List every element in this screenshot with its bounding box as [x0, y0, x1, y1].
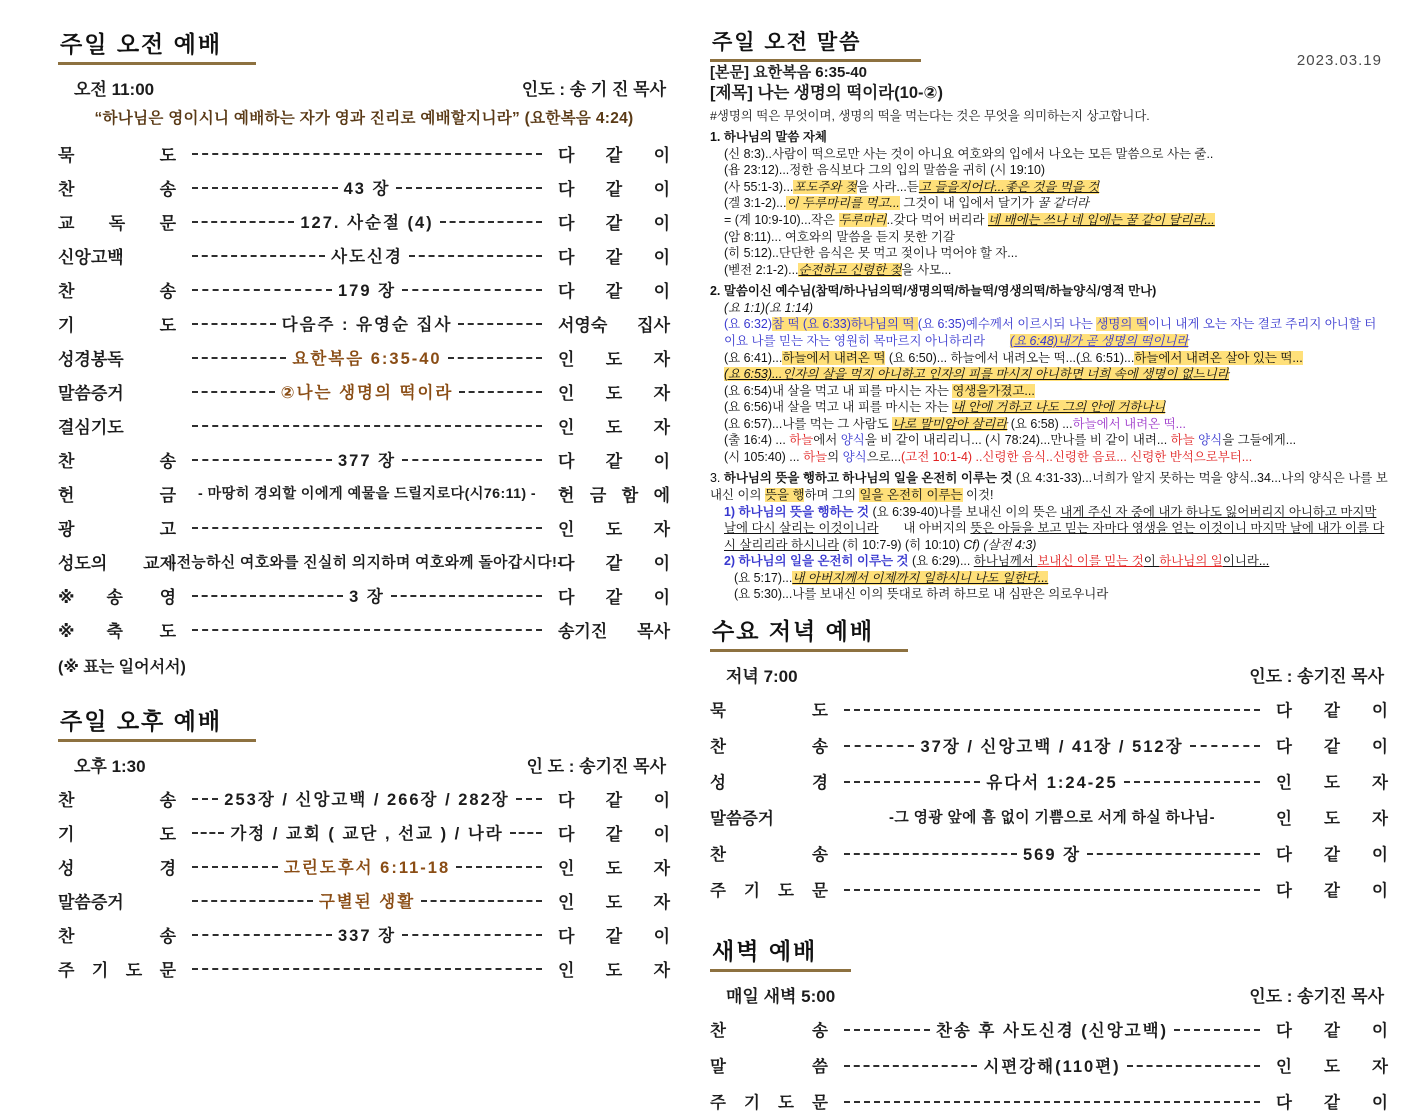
- service-performer: 인 도 자: [558, 349, 670, 369]
- sermon-line: (요 6:41)...하늘에서 내려온 떡 (요 6:50)... 하늘에서 내려오는 떡...(요 6:51)...하늘에서 내려온 살아 있는 떡...: [724, 350, 1303, 365]
- service-row: [58, 170, 670, 204]
- service-row: [58, 815, 670, 849]
- dash-leader: [844, 889, 1260, 891]
- row-middle: [838, 1100, 1266, 1102]
- dash-leader: [440, 221, 542, 223]
- service-performer: 다 같 이: [1276, 845, 1388, 864]
- sermon-line: (요 5:17)...내 아버지께서 이제까지 일하시니 나도 일한다...: [734, 570, 1049, 585]
- service-item-value: 구별된 생활: [318, 893, 416, 911]
- service-performer: 다 같 이: [558, 587, 670, 607]
- service-item-value: 요한복음 6:35-40: [292, 350, 442, 368]
- service-item-label: ※송 영: [58, 587, 176, 607]
- service-performer: 인 도 자: [558, 519, 670, 539]
- service-row: [58, 374, 670, 408]
- wednesday-service-order-list: [710, 691, 1388, 907]
- dash-leader: [192, 527, 542, 529]
- service-performer: 다 같 이: [558, 790, 670, 810]
- service-performer: 다 같 이: [558, 213, 670, 233]
- service-item-value: 253장 / 신앙고백 / 266장 / 282장: [224, 791, 510, 809]
- dash-leader: [844, 745, 914, 747]
- sermon-line: (신 8:3)..사람이 떡으로만 사는 것이 아니요 여호와의 입에서 나오는 모든 말씀으로 사는 줄..: [724, 146, 1214, 161]
- service-item-label: 주 기 도 문: [58, 960, 176, 980]
- service-item-label: 교 독 문: [58, 213, 176, 233]
- service-item-value: 179 장: [337, 282, 397, 300]
- row-middle: [186, 888, 548, 912]
- row-middle: [186, 583, 548, 607]
- sermon-line: (히 5:12)..단단한 음식은 못 먹고 젖이나 먹어야 할 자...: [724, 246, 1018, 261]
- section-title-afternoon: 주일 오후 예배: [58, 703, 256, 742]
- service-item-label: 묵 도: [710, 701, 828, 720]
- stand-footnote: (※ 표는 일어서서): [58, 659, 186, 676]
- service-item-value: - 마땅히 경외할 이에게 예물을 드릴지로다(시76:11) -: [198, 486, 536, 502]
- service-performer: 다 같 이: [558, 281, 670, 301]
- service-item-value: 찬송 후 사도신경 (신앙고백): [935, 1021, 1169, 1040]
- dash-leader: [421, 900, 542, 902]
- service-performer: 다 같 이: [558, 145, 670, 165]
- row-middle: [186, 175, 548, 199]
- service-item-label: 기 도: [58, 824, 176, 844]
- dash-leader: [844, 1065, 977, 1067]
- row-middle: [186, 424, 548, 426]
- sermon-line: (사 55:1-3)...포도주와 젖을 사라...듣고 들을지어다...좋은 것을 먹을 것: [724, 179, 1100, 194]
- service-row: [58, 408, 670, 442]
- dash-leader: [409, 255, 542, 257]
- service-leader: 인 도 : 송기진 목사: [526, 757, 666, 776]
- row-middle: [186, 345, 548, 369]
- dash-leader: [448, 357, 542, 359]
- sermon-section: [710, 26, 1388, 603]
- service-item-value: -전능하신 여호와를 진실히 의지하며 여호와께 돌아갑시다!-: [171, 554, 563, 571]
- service-row: [58, 510, 670, 544]
- service-row: [710, 1047, 1388, 1083]
- service-item-label: 찬 송: [710, 845, 828, 864]
- service-item-value: 시편강해(110편): [983, 1057, 1121, 1076]
- sermon-scripture-line: [710, 64, 1388, 83]
- service-row: [710, 727, 1388, 763]
- service-row: [58, 306, 670, 340]
- sermon-notes: [710, 129, 1388, 603]
- service-row: [710, 1083, 1388, 1119]
- row-middle: [186, 786, 548, 810]
- sermon-intro: #생명의 떡은 무엇이며, 생명의 떡을 먹는다는 것은 무엇을 의미하는지 상고합니다.: [710, 109, 1150, 124]
- left-column: [58, 26, 670, 1119]
- dash-leader: [844, 781, 980, 783]
- dash-leader: [192, 221, 294, 223]
- sermon-line: 3. 하나님의 뜻을 행하고 하나님의 일을 온전히 이루는 것 (요 4:31-33)...너희가 알지 못하는 먹을 양식..34...나의 양식은 나를 보내신 이의 뜻을 행하며 그의 일을 온전히 이루는 이것!: [710, 471, 1388, 502]
- service-item-value: 사도신경: [331, 248, 403, 266]
- section-title-morning: 주일 오전 예배: [58, 26, 256, 65]
- scripture-label: [본문]: [710, 64, 749, 81]
- service-performer: 인 도 자: [1276, 809, 1388, 828]
- service-item-label: 성 경: [58, 858, 176, 878]
- row-middle: [838, 806, 1266, 827]
- sermon-line: 1. 하나님의 말씀 자체: [710, 130, 827, 145]
- row-middle: [186, 820, 548, 844]
- service-item-label: 기 도: [58, 315, 176, 335]
- section-title-wednesday: 수요 저녁 예배: [710, 613, 908, 652]
- row-middle: [186, 526, 548, 528]
- dash-leader: [844, 709, 1260, 711]
- sermon-line: = (계 10:9-10)...작은 두루마리..갖다 먹어 버리라 네 배에는 쓰나 네 입에는 꿀 같이 달리라...: [724, 213, 1215, 227]
- sermon-line: (요 6:57)...나를 먹는 그 사람도 나로 말미암아 살리라 (요 6:58) ...하늘에서 내려온 떡...: [724, 416, 1186, 431]
- service-row: [58, 136, 670, 170]
- row-middle: [186, 243, 548, 267]
- sermon-line: (욥 23:12)...정한 음식보다 그의 입의 말씀을 귀히 (시 19:10): [724, 163, 1046, 178]
- sermon-line: (요 5:30)...나를 보내신 이의 뜻대로 하려 하므로 내 심판은 의로우니라: [734, 587, 1109, 602]
- dash-leader: [1087, 853, 1260, 855]
- service-performer: 다 같 이: [558, 824, 670, 844]
- service-item-label: 성경봉독: [58, 349, 124, 369]
- dash-leader: [192, 798, 218, 800]
- dash-leader: [192, 153, 542, 155]
- morning-service-order-list: [58, 136, 670, 646]
- service-time: 매일 새벽 5:00: [726, 986, 836, 1006]
- service-item-label: 헌 금: [58, 485, 176, 505]
- service-item-label: 주 기 도 문: [710, 881, 828, 900]
- service-row: [710, 871, 1388, 907]
- service-performer: 서영숙 집사: [558, 315, 670, 335]
- dash-leader: [844, 1101, 1260, 1103]
- sermon-line: (요 6:32)참 떡 (요 6:33)하나님의 떡 (요 6:35)예수께서 이르시되 나는 생명의 떡이니 내게 오는 자는 결코 주리지 아니할 터이요 나를 믿는 자는 영원히 목마르지 아니하리라 (요 6:48)내가 곧 생명의 떡이니라: [724, 317, 1377, 348]
- row-middle: [838, 1053, 1266, 1077]
- service-item-label: 말 씀: [710, 1057, 828, 1076]
- service-item-label: 묵 도: [58, 145, 176, 165]
- row-middle: [186, 209, 548, 233]
- dash-leader: [516, 798, 542, 800]
- service-performer: 인 도 자: [558, 417, 670, 437]
- service-item-value: 가정 / 교회 ( 교단 , 선교 ) / 나라: [230, 825, 504, 843]
- service-item-label: 말씀증거: [710, 809, 774, 828]
- service-time: 오후 1:30: [74, 757, 146, 776]
- row-middle: [186, 628, 548, 630]
- sermon-line: (요 6:54)내 살을 먹고 내 피를 마시는 자는 영생을가졌고...: [724, 383, 1035, 398]
- sermon-line: 1) 하나님의 뜻을 행하는 것 (요 6:39-40)나를 보내신 이의 뜻은 내게 주신 자 중에 내가 하나도 잃어버리지 아니하고 마지막 날에 다시 살리는 이것이니라 내 아버지의 뜻은 아들을 보고 믿는 자마다 영생을 얻는 이것이니 마지막 날에 내가 이를 다시 살리리라 하시니라 (히 10:7-9) (히 10:10) Cf) (살전 4:3): [724, 504, 1385, 552]
- row-middle: [186, 277, 548, 301]
- service-item-value: 337 장: [337, 927, 397, 945]
- dash-leader: [1190, 745, 1260, 747]
- service-row: [58, 781, 670, 815]
- service-item-value: 유다서 1:24-25: [986, 773, 1118, 792]
- service-performer: 인 도 자: [558, 960, 670, 980]
- service-row: [58, 849, 670, 883]
- dash-leader: [456, 866, 542, 868]
- row-middle: [186, 447, 548, 471]
- service-item-label: 말씀증거: [58, 383, 124, 403]
- service-performer: 다 같 이: [558, 179, 670, 199]
- service-time: 저녁 7:00: [726, 666, 798, 686]
- service-row: [58, 578, 670, 612]
- sermon-line: (시 105:40) ... 하늘의 양식으로...(고전 10:1-4) ..신령한 음식..신령한 음료... 신령한 반석으로부터...: [724, 449, 1253, 464]
- service-item-value: ②나는 생명의 떡이라: [280, 384, 454, 402]
- dash-leader: [459, 391, 542, 393]
- dash-leader: [192, 900, 313, 902]
- service-leader: 인도 : 송기진 목사: [1249, 986, 1384, 1006]
- service-performer: 인 도 자: [558, 892, 670, 912]
- dawn-service-order-list: [710, 1011, 1388, 1119]
- service-performer: 다 같 이: [558, 553, 670, 573]
- section-title-dawn: 새벽 예배: [710, 933, 851, 972]
- service-performer: 다 같 이: [1276, 1021, 1388, 1040]
- service-item-label: 찬 송: [710, 1021, 828, 1040]
- service-performer: 다 같 이: [1276, 881, 1388, 900]
- service-performer: 인 도 자: [1276, 773, 1388, 792]
- row-middle: [838, 733, 1266, 757]
- morning-service-head: [58, 73, 670, 102]
- dawn-service-head: [710, 980, 1388, 1009]
- service-item-label: 광 고: [58, 519, 176, 539]
- service-item-label: 주 기 도 문: [710, 1093, 828, 1112]
- wednesday-service-head: [710, 660, 1388, 689]
- dash-leader: [192, 187, 338, 189]
- service-performer: 다 같 이: [1276, 1093, 1388, 1112]
- scripture-reference: 요한복음 6:35-40: [753, 64, 867, 81]
- service-row: [710, 691, 1388, 727]
- service-item-value: 377 장: [337, 452, 397, 470]
- sermon-line: (요 6:53)...인자의 살을 먹지 아니하고 인자의 피를 마시지 아니하면 너희 속에 생명이 없느니라: [724, 367, 1229, 382]
- service-performer: 인 도 자: [558, 383, 670, 403]
- row-middle: [171, 551, 563, 572]
- service-row: [710, 799, 1388, 835]
- dash-leader: [458, 323, 542, 325]
- service-item-label: 찬 송: [58, 179, 176, 199]
- dash-leader: [844, 853, 1017, 855]
- service-item-label: 찬 송: [710, 737, 828, 756]
- service-performer: 인 도 자: [558, 858, 670, 878]
- service-performer: 다 같 이: [1276, 701, 1388, 720]
- service-time: 오전 11:00: [74, 80, 155, 99]
- dash-leader: [192, 968, 542, 970]
- dash-leader: [1127, 1065, 1260, 1067]
- service-leader: 인도 : 송기진 목사: [1249, 666, 1384, 686]
- sermon-line: (벧전 2:1-2)...순전하고 신령한 젖을 사모...: [724, 262, 952, 277]
- service-row: [58, 544, 670, 578]
- row-middle: [186, 854, 548, 878]
- service-row: [58, 238, 670, 272]
- service-performer: 다 같 이: [558, 247, 670, 267]
- service-performer: 다 같 이: [558, 451, 670, 471]
- service-row: [58, 883, 670, 917]
- right-column: [710, 26, 1388, 1119]
- service-item-label: 성 경: [710, 773, 828, 792]
- dash-leader: [192, 289, 332, 291]
- row-middle: [838, 1017, 1266, 1041]
- service-performer: 다 같 이: [558, 926, 670, 946]
- service-item-label: 성도의 교제: [58, 553, 176, 573]
- service-item-value: 다음주 : 유영순 집사: [281, 316, 453, 334]
- service-item-value: 127. 사순절 (4): [300, 214, 434, 232]
- bulletin-date: 2023.03.19: [1296, 52, 1382, 69]
- sermon-topic-line: [710, 83, 1388, 104]
- service-item-value: 3 장: [349, 588, 385, 606]
- service-row: [58, 612, 670, 646]
- dash-leader: [1124, 781, 1260, 783]
- service-item-label: 결심기도: [58, 417, 124, 437]
- service-performer: 헌 금 함 에: [558, 485, 670, 505]
- morning-service-section: [58, 26, 670, 677]
- sermon-line: 2. 말씀이신 예수님(참떡/하나님의떡/생명의떡/하늘떡/영생의떡/하늘양식/영적 만나): [710, 284, 1157, 299]
- dash-leader: [402, 289, 542, 291]
- dash-leader: [192, 934, 332, 936]
- row-middle: [186, 379, 548, 403]
- row-middle: [838, 769, 1266, 793]
- row-middle: [838, 708, 1266, 710]
- service-item-label: ※축 도: [58, 621, 176, 641]
- service-item-label: 찬 송: [58, 451, 176, 471]
- sermon-line: (암 8:11)... 여호와의 말씀을 듣지 못한 기갈: [724, 229, 955, 244]
- service-item-value: -그 영광 앞에 흠 없이 기쁨으로 서게 하실 하나님-: [889, 810, 1215, 827]
- dash-leader: [192, 866, 278, 868]
- service-row: [58, 917, 670, 951]
- service-row: [58, 340, 670, 374]
- dash-leader: [192, 255, 325, 257]
- afternoon-service-section: [58, 703, 670, 985]
- sermon-line: (요 1:1)(요 1:14): [724, 300, 814, 315]
- dash-leader: [192, 425, 542, 427]
- dash-leader: [402, 934, 542, 936]
- dash-leader: [1174, 1029, 1260, 1031]
- service-row: [58, 272, 670, 306]
- service-performer: 다 같 이: [1276, 737, 1388, 756]
- row-middle: [186, 922, 548, 946]
- service-row: [58, 204, 670, 238]
- afternoon-service-head: [58, 750, 670, 779]
- dash-leader: [192, 629, 542, 631]
- row-middle: [186, 152, 548, 154]
- sermon-line: (출 16:4) ... 하늘에서 양식을 비 같이 내리리니... (시 78:24)...만나를 비 같이 내려... 하늘 양식을 그들에게...: [724, 433, 1297, 448]
- service-item-label: 찬 송: [58, 790, 176, 810]
- row-middle: [838, 841, 1266, 865]
- service-performer: 송기진 목사: [558, 621, 670, 641]
- row-middle: [186, 967, 548, 969]
- wednesday-service-section: [710, 613, 1388, 907]
- dash-leader: [192, 323, 276, 325]
- dash-leader: [192, 595, 343, 597]
- afternoon-service-order-list: [58, 781, 670, 985]
- row-middle: [186, 311, 548, 335]
- dash-leader: [192, 391, 275, 393]
- row-middle: [838, 888, 1266, 890]
- dash-leader: [402, 459, 542, 461]
- sermon-topic: 나는 생명의 떡이라(10-②): [757, 83, 943, 102]
- service-item-value: 37장 / 신앙고백 / 41장 / 512장: [920, 737, 1184, 756]
- service-row: [710, 763, 1388, 799]
- sermon-line: (요 6:56)내 살을 먹고 내 피를 마시는 자는 내 안에 거하고 나도 그의 안에 거하나니: [724, 400, 1166, 415]
- service-item-value: 고린도후서 6:11-18: [283, 859, 451, 877]
- service-performer: 인 도 자: [1276, 1057, 1388, 1076]
- dash-leader: [844, 1029, 930, 1031]
- dash-leader: [192, 459, 332, 461]
- topic-label: [제목]: [710, 83, 753, 102]
- worship-verse: “하나님은 영이시니 예배하는 자가 영과 진리로 예배할지니라” (요한복음 4:24): [94, 110, 634, 127]
- service-leader: 인도 : 송 기 진 목사: [521, 80, 666, 99]
- dawn-service-section: [710, 933, 1388, 1119]
- service-item-value: 569 장: [1022, 845, 1082, 864]
- service-row: [710, 1011, 1388, 1047]
- dash-leader: [391, 595, 542, 597]
- service-row: [58, 442, 670, 476]
- service-item-label: 신앙고백: [58, 247, 124, 267]
- dash-leader: [396, 187, 542, 189]
- service-row: [58, 476, 670, 510]
- dash-leader: [192, 832, 224, 834]
- spacer: [58, 691, 670, 703]
- service-item-value: 43 장: [343, 180, 391, 198]
- section-title-sermon: 주일 오전 말씀: [710, 26, 921, 62]
- service-item-label: 찬 송: [58, 926, 176, 946]
- sermon-line: (겔 3:1-2)...이 두루마리를 먹고... 그것이 내 입에서 달기가 꿀 같더라: [724, 196, 1089, 211]
- service-row: [58, 951, 670, 985]
- sermon-line: 2) 하나님의 일을 온전히 이루는 것 (요 6:29)... 하나님께서 보내신 이를 믿는 것이 하나님의 일이니라...: [724, 554, 1270, 569]
- service-item-label: 찬 송: [58, 281, 176, 301]
- service-row: [710, 835, 1388, 871]
- service-item-label: 말씀증거: [58, 892, 124, 912]
- row-middle: [186, 483, 548, 503]
- dash-leader: [510, 832, 542, 834]
- dash-leader: [192, 357, 286, 359]
